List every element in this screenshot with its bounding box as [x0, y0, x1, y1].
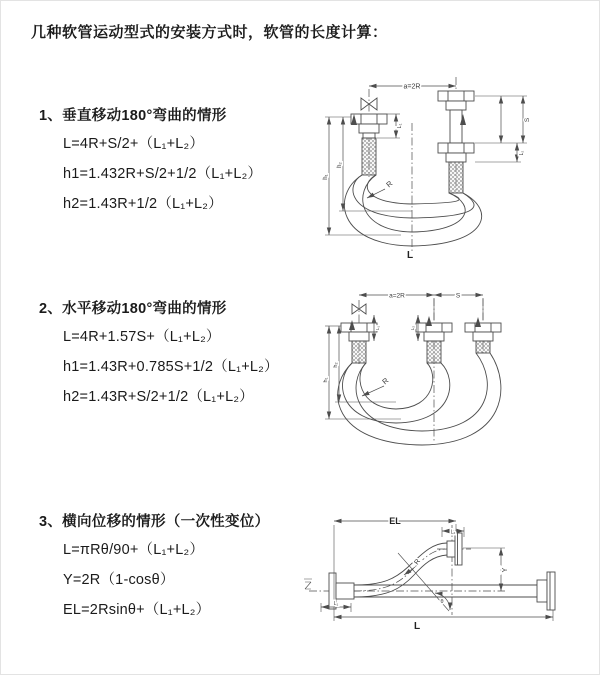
dim-label-l1: L₁: [333, 601, 339, 607]
radius-leader: [367, 189, 385, 198]
up-arrow-icon: [426, 316, 432, 326]
centerlines: [369, 77, 456, 251]
diagram-horizontal-180-bend: [304, 282, 589, 454]
dim-label-h2: h₂: [337, 162, 343, 168]
dimension-lines: [329, 83, 523, 235]
dim-label-h1: h₁: [323, 377, 329, 383]
length-label: L: [413, 621, 421, 632]
hose-braid: [362, 138, 376, 175]
dim-label-h1: h₁: [323, 174, 329, 180]
formula-line: h1=1.43R+0.785S+1/2（L₁+L₂）: [63, 359, 279, 375]
section-heading: 2、水平移动180°弯曲的情形: [39, 301, 227, 317]
extension-lines: [321, 524, 553, 621]
formula-line: h1=1.432R+S/2+1/2（L₁+L₂）: [63, 166, 263, 182]
dim-label-s: S: [524, 117, 531, 123]
dim-label-y: Y: [502, 567, 509, 573]
hose-braid: [476, 341, 490, 353]
dimension-lines: [321, 521, 553, 617]
formula-line: L=4R+1.57S+（L₁+L₂）: [63, 329, 221, 345]
diagram-vertical-180-bend: [301, 65, 581, 265]
formula-line: L=4R+S/2+（L₁+L₂）: [63, 136, 205, 152]
dim-label-el: EL: [389, 516, 401, 526]
section-lateral-displacement: [37, 510, 322, 625]
radius-leader: [362, 386, 384, 396]
pipe-break-mark: [304, 579, 312, 589]
dim-label-h2: h₂: [333, 362, 339, 368]
radius-label: R: [413, 558, 423, 567]
dim-label-l2: L₂: [450, 529, 456, 536]
up-arrow-icon: [475, 317, 481, 327]
formula-line: L=πRθ/90+（L₁+L₂）: [63, 542, 205, 558]
dim-label-a2r: a=2R: [389, 292, 405, 300]
extension-lines: [325, 299, 483, 419]
hose-braid: [352, 341, 366, 363]
radius-label: R: [380, 375, 391, 387]
hose-s-curve: [354, 543, 447, 597]
theta-label: θ: [440, 599, 444, 605]
radius-label: R: [384, 178, 395, 190]
dim-label-a2r: a=2R: [403, 83, 421, 91]
pipe-position-1: [416, 323, 452, 341]
upper-flange: [447, 533, 462, 565]
formula-line: h2=1.43R+S/2+1/2（L₁+L₂）: [63, 389, 254, 405]
left-flange: [329, 573, 354, 609]
hose-braid: [449, 162, 463, 193]
diagram-lateral-displacement: [301, 511, 591, 651]
radius-leader: [404, 567, 415, 575]
length-label: L: [406, 250, 414, 261]
dim-label-s: S: [455, 292, 461, 300]
section-heading: 3、横向位移的情形（一次性变位）: [39, 514, 270, 530]
pipe-position-2: [465, 323, 501, 341]
formula-line: EL=2Rsinθ+（L₁+L₂）: [63, 602, 211, 618]
centerlines: [309, 525, 505, 615]
fixed-pipe-assembly: [351, 114, 387, 138]
centerlines: [359, 298, 483, 442]
formula-line: h2=1.43R+1/2（L₁+L₂）: [63, 196, 223, 212]
dim-label-l2: L₂: [410, 325, 415, 331]
formula-line: Y=2R（1-cosθ）: [63, 572, 175, 588]
hose-braid: [427, 341, 441, 363]
section-vertical-movement: [37, 104, 322, 219]
hose-u-bend: [338, 353, 501, 445]
section-horizontal-movement: [37, 297, 322, 412]
fixed-pipe-assembly: [341, 323, 377, 341]
right-flange: [537, 572, 555, 610]
dim-label-l1: L₁: [397, 123, 403, 129]
moving-pipe-assembly: [438, 91, 474, 162]
section-heading: 1、垂直移动180°弯曲的情形: [39, 108, 227, 124]
dim-label-l2: L₂: [519, 150, 525, 156]
dim-label-l1: L₁: [375, 325, 380, 331]
page-title: 几种软管运动型式的安装方式时，软管的长度计算：: [31, 24, 388, 41]
